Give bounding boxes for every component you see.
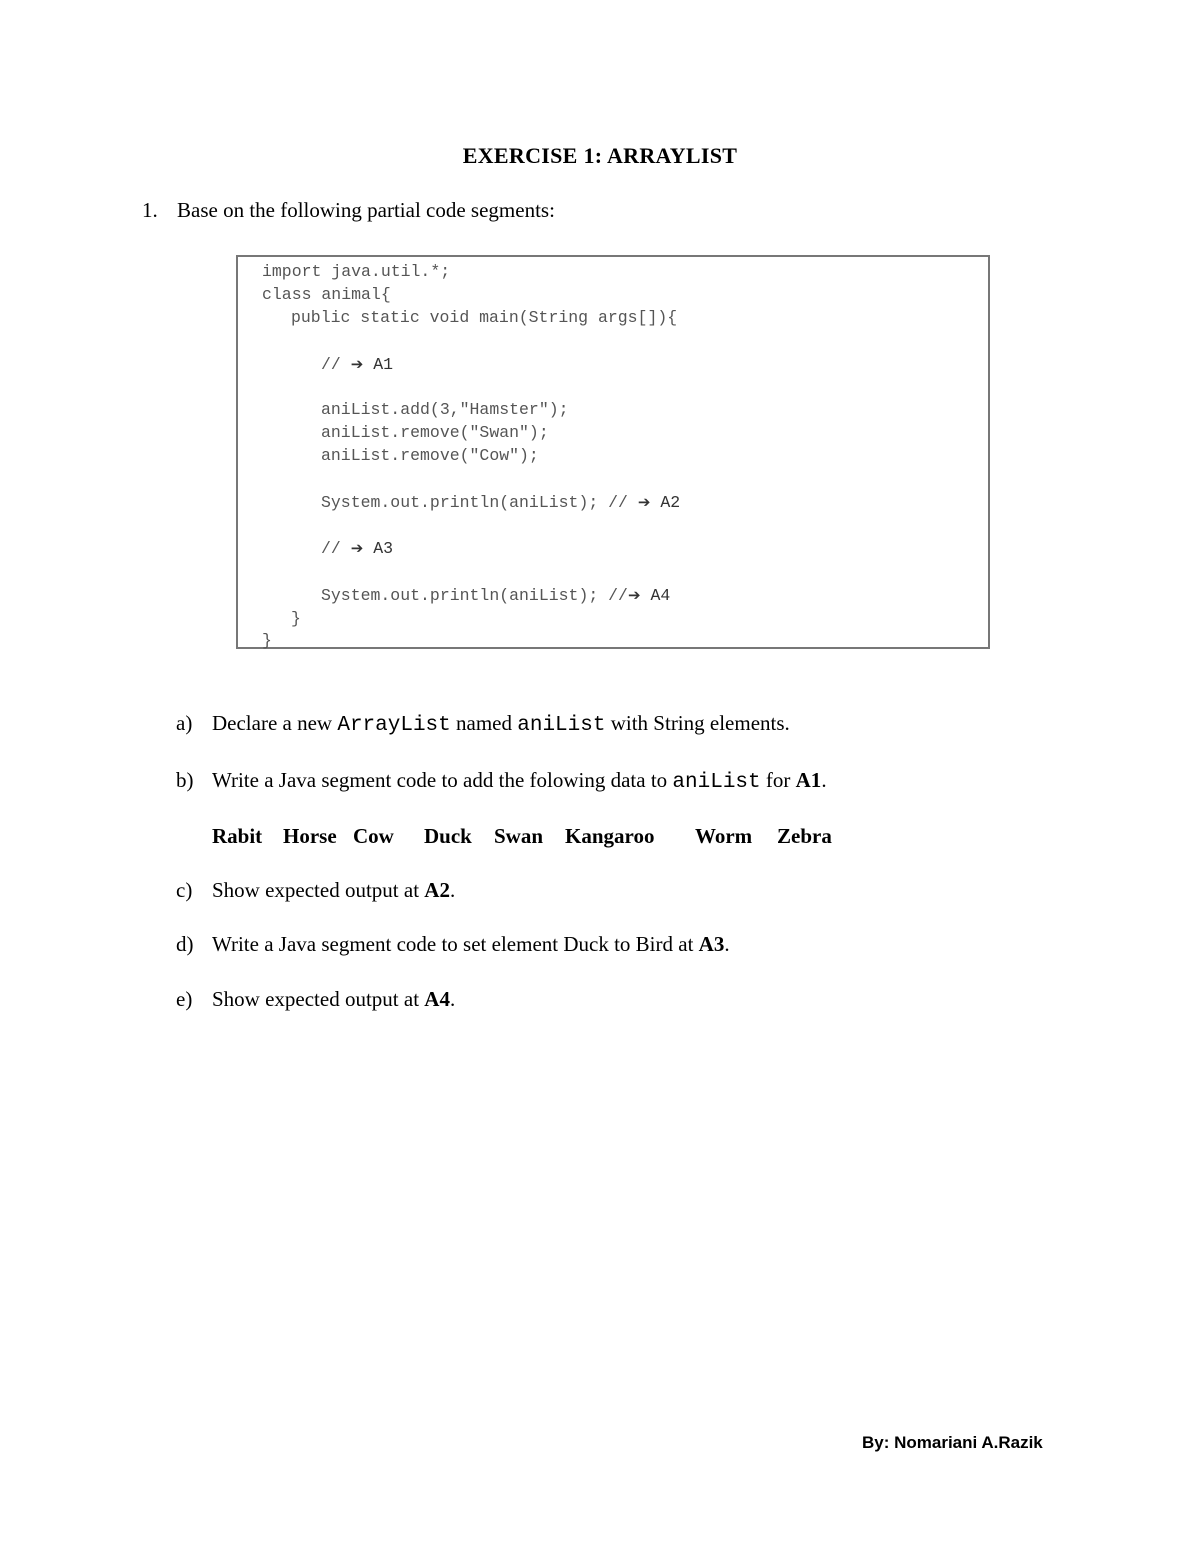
- animal-name: Kangaroo: [565, 824, 655, 848]
- item-label: d): [176, 932, 194, 956]
- arrow-icon: ➔: [637, 493, 651, 511]
- item-text: Show expected output at: [212, 987, 425, 1011]
- animal-name: Worm: [695, 824, 753, 848]
- question-text: Base on the following partial code segments:: [177, 198, 555, 222]
- marker-a2: A2: [660, 493, 681, 512]
- code-line-class: class animal{: [262, 285, 391, 304]
- question-number: 1.: [142, 198, 158, 222]
- marker-ref: A1: [795, 768, 822, 792]
- item-d: [176, 932, 730, 957]
- animal-name: Rabit: [212, 824, 263, 848]
- print-statement: System.out.println(aniList); //: [321, 493, 628, 512]
- item-text: Declare a new: [212, 711, 338, 735]
- item-text: with String elements.: [605, 711, 790, 735]
- author-credit: By: Nomariani A.Razik: [862, 1433, 1043, 1452]
- item-e: [176, 987, 455, 1012]
- code-line-close-method: }: [291, 609, 301, 628]
- code-line-print-a4: [321, 585, 670, 606]
- item-label: a): [176, 711, 193, 735]
- animal-name: Zebra: [777, 824, 832, 848]
- marker-ref: A3: [698, 932, 725, 956]
- animal-name: Cow: [353, 824, 394, 848]
- marker-ref: A2: [424, 878, 450, 902]
- code-term: aniList: [517, 714, 606, 737]
- item-text: for: [760, 768, 796, 792]
- print-statement: System.out.println(aniList); //: [321, 586, 628, 605]
- item-label: e): [176, 987, 193, 1011]
- animal-name: Swan: [494, 824, 544, 848]
- code-line-main: public static void main(String args[]){: [291, 308, 678, 327]
- item-label: c): [176, 878, 193, 902]
- item-c: [176, 878, 455, 903]
- arrow-icon: ➔: [350, 539, 364, 557]
- code-line-add: aniList.add(3,"Hamster");: [321, 400, 569, 419]
- item-text: .: [449, 987, 456, 1011]
- code-line-a3-marker: [321, 538, 393, 559]
- marker-a4: A4: [650, 586, 671, 605]
- code-line-import: import java.util.*;: [262, 262, 451, 281]
- code-term: aniList: [672, 771, 761, 794]
- item-text: Write a Java segment code to add the folowing data to: [212, 768, 673, 792]
- marker-ref: A4: [424, 987, 450, 1011]
- marker-a3: A3: [373, 539, 394, 558]
- item-text: named: [450, 711, 518, 735]
- animal-name: Horse: [283, 824, 337, 848]
- marker-a1: A1: [373, 355, 394, 374]
- code-line-close-class: }: [262, 631, 272, 650]
- code-line-print-a2: [321, 492, 680, 513]
- item-text: Write a Java segment code to set element Duck to Bird at: [212, 932, 699, 956]
- page-title: EXERCISE 1: ARRAYLIST: [462, 143, 738, 168]
- animal-name: Duck: [424, 824, 472, 848]
- arrow-icon: ➔: [350, 355, 364, 373]
- item-text: .: [821, 768, 827, 792]
- item-text: .: [724, 932, 730, 956]
- code-line-remove-cow: aniList.remove("Cow");: [321, 446, 539, 465]
- item-label: b): [176, 768, 194, 792]
- arrow-icon: ➔: [627, 586, 641, 604]
- item-b: [176, 768, 827, 794]
- code-term: ArrayList: [337, 714, 451, 737]
- item-a: [176, 711, 790, 737]
- item-text: Show expected output at: [212, 878, 425, 902]
- code-block: [236, 255, 990, 649]
- code-line-a1-marker: [321, 354, 393, 375]
- comment-slashes: //: [321, 355, 341, 374]
- code-line-remove-swan: aniList.remove("Swan");: [321, 423, 549, 442]
- comment-slashes: //: [321, 539, 341, 558]
- question-1: [142, 198, 555, 223]
- item-text: .: [449, 878, 456, 902]
